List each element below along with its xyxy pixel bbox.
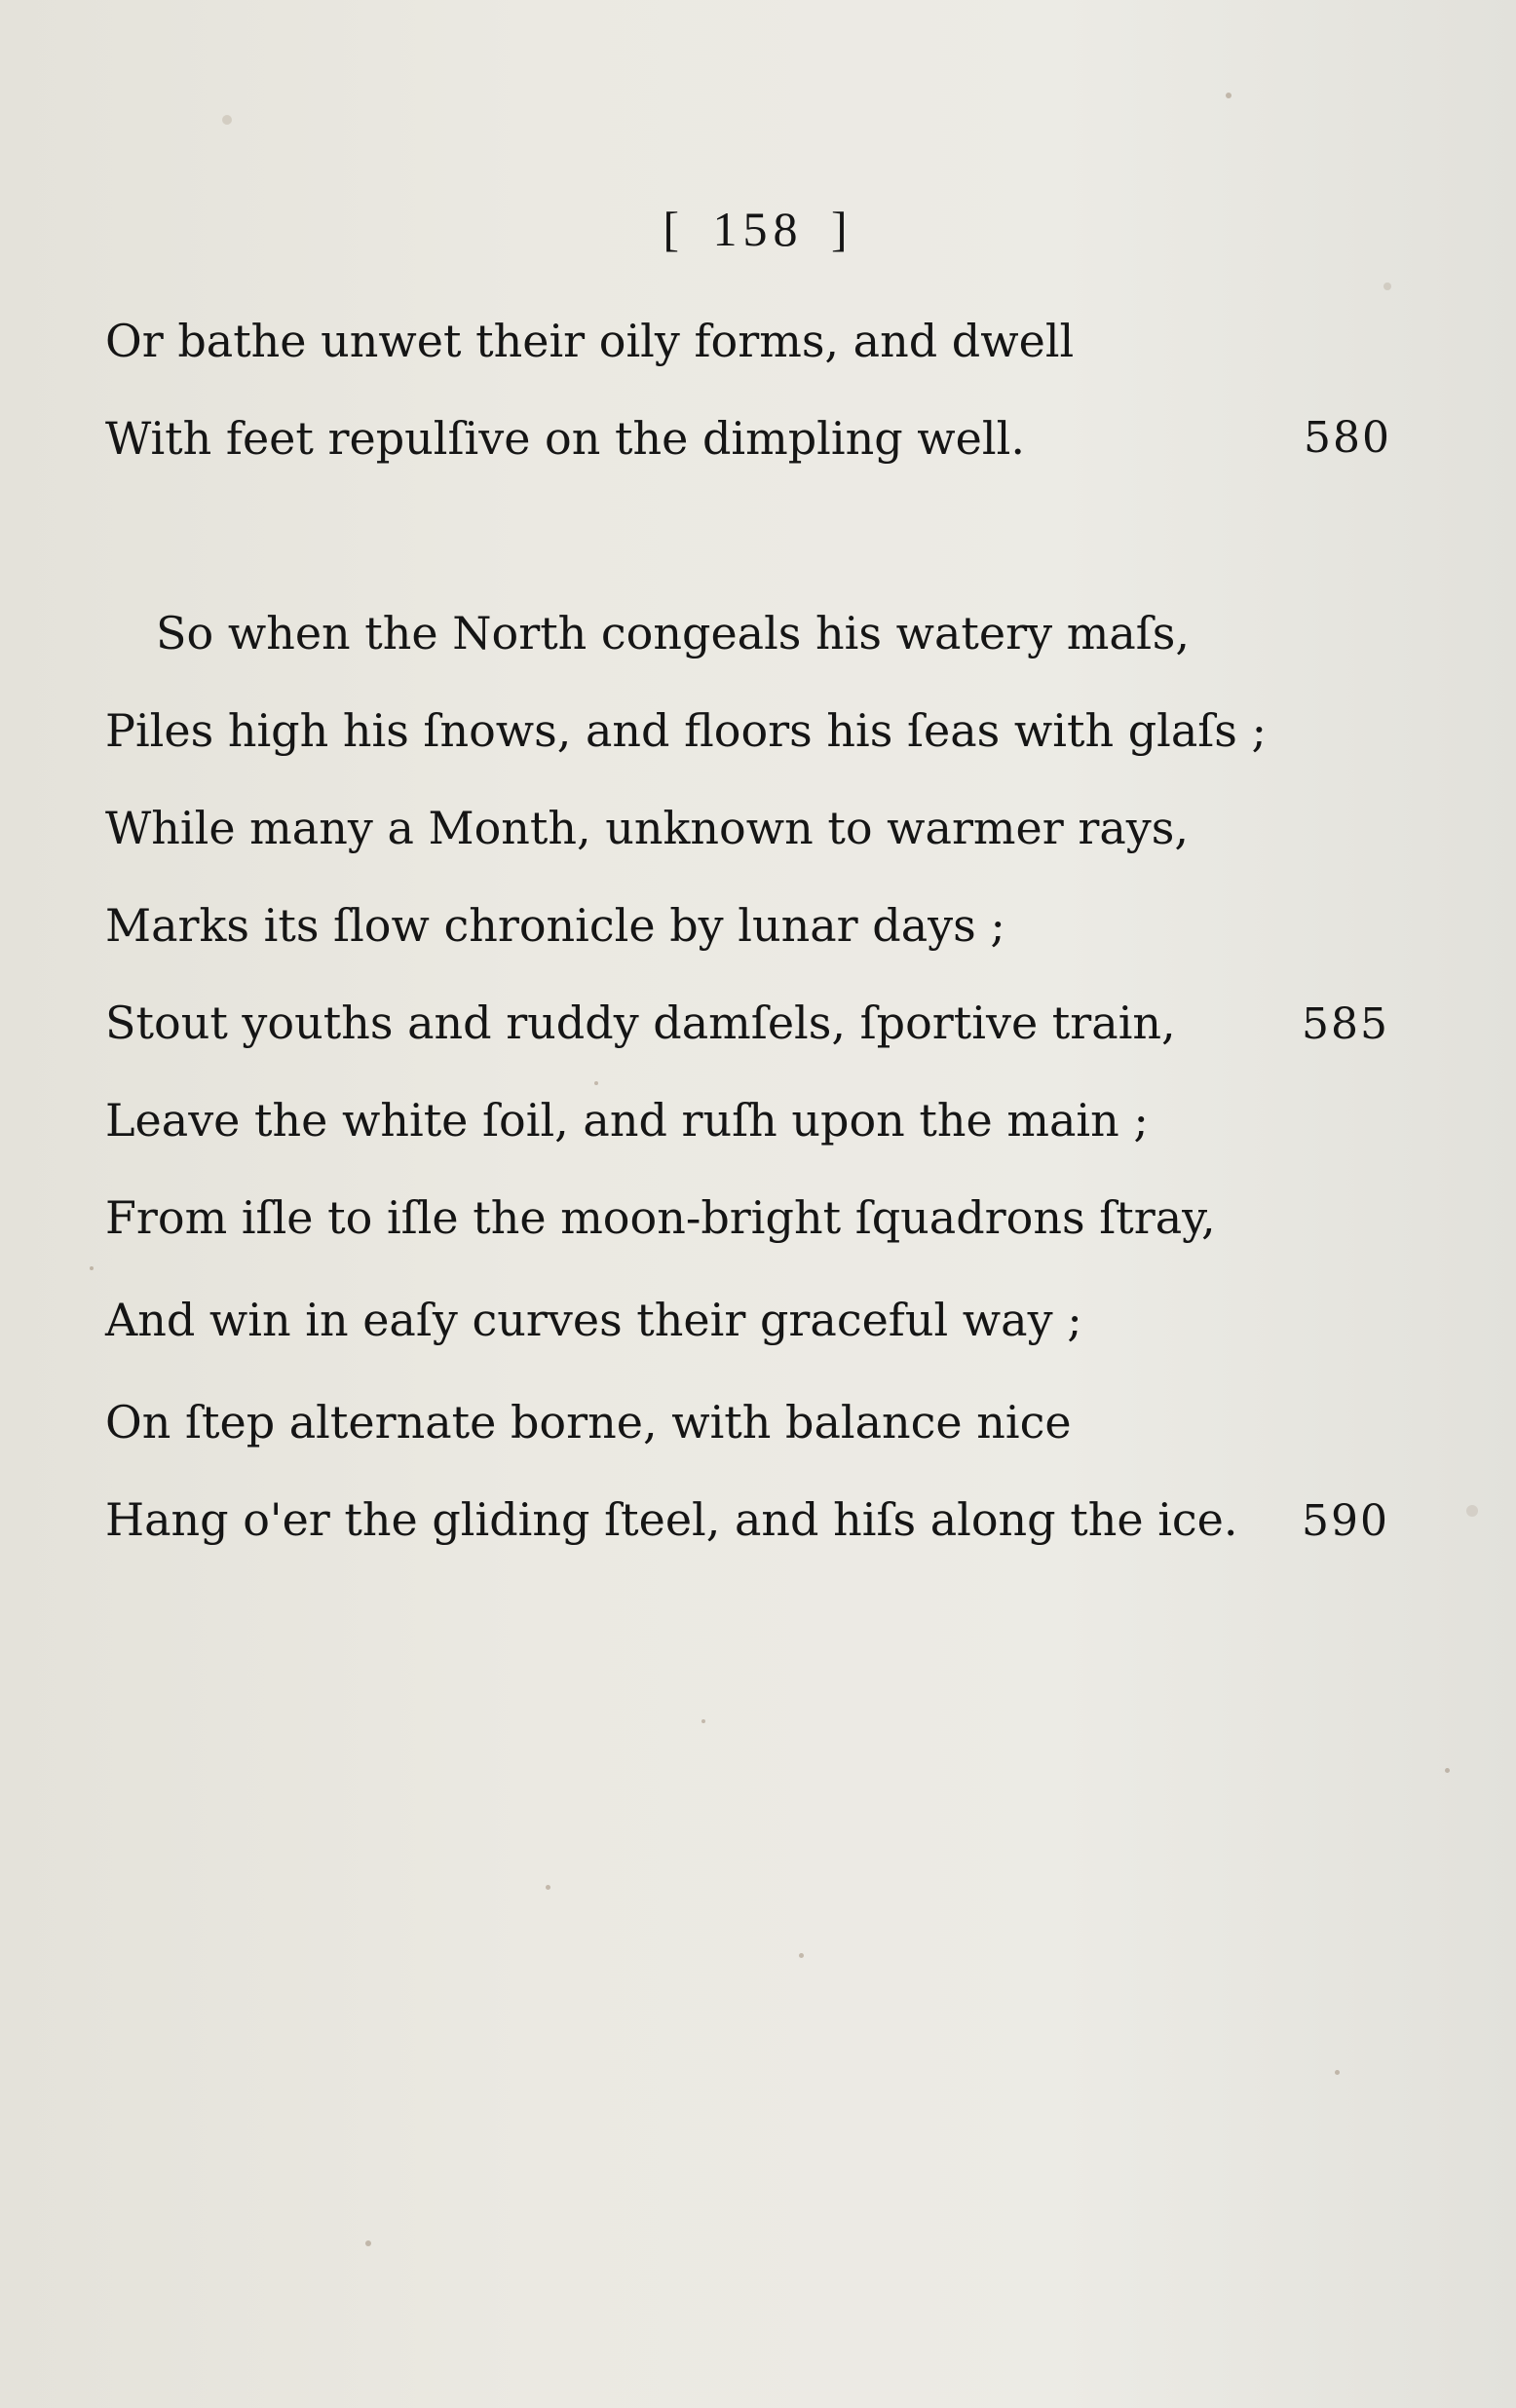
paper-speck <box>701 1719 705 1723</box>
verse-line: Piles high his ſnows, and floors his ſeas with glaſs ; <box>105 704 1268 757</box>
paper-speck <box>365 2240 371 2246</box>
line-number: 580 <box>1304 413 1391 463</box>
paper-speck <box>1335 2070 1340 2075</box>
verse-line: So when the North congeals his watery maſs, <box>156 607 1191 659</box>
verse-line: Stout youths and ruddy damſels, ſportive train, <box>105 997 1176 1049</box>
verse-line: On ſtep alternate borne, with balance nice <box>105 1396 1072 1449</box>
paper-speck <box>594 1081 598 1085</box>
page-number: 158 <box>712 202 804 256</box>
verse-line: With feet repulſive on the dimpling well. <box>105 412 1025 465</box>
paper-speck <box>799 1953 804 1958</box>
verse-line: Leave the white ſoil, and ruſh upon the main ; <box>105 1094 1149 1147</box>
bracket-open: [ <box>663 202 685 256</box>
line-number: 585 <box>1302 999 1389 1049</box>
paper-speck <box>1226 93 1232 98</box>
page-header <box>0 201 1516 257</box>
paper-speck <box>1445 1768 1450 1773</box>
verse-line: While many a Month, unknown to warmer rays, <box>105 802 1190 854</box>
paper-speck <box>1383 282 1391 290</box>
line-number: 590 <box>1302 1496 1389 1546</box>
verse-line: And win in eaſy curves their graceful way ; <box>105 1294 1082 1346</box>
paper-speck <box>222 115 232 125</box>
paper-speck <box>546 1885 550 1890</box>
verse-line: Hang o'er the gliding ſteel, and hiſs along the ice. <box>105 1493 1238 1546</box>
paper-speck <box>90 1266 94 1270</box>
verse-line: From iſle to iſle the moon-bright ſquadrons ſtray, <box>105 1191 1216 1244</box>
verse-line: Or bathe unwet their oily forms, and dwell <box>105 315 1075 367</box>
paper-speck <box>1466 1505 1478 1517</box>
verse-line: Marks its ſlow chronicle by lunar days ; <box>105 899 1005 952</box>
bracket-close: ] <box>831 202 853 256</box>
